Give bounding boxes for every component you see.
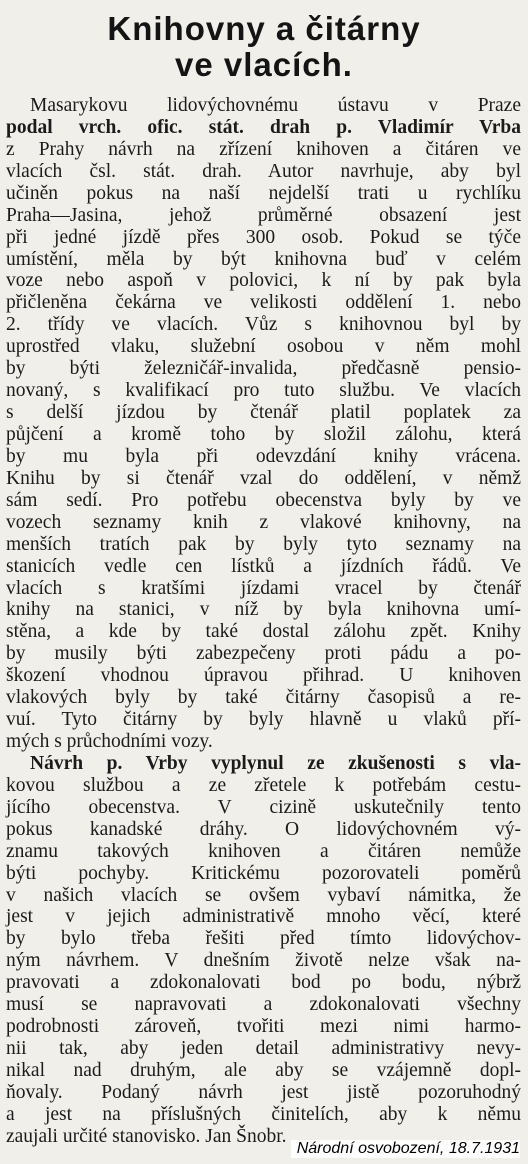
article-line: musí se napravovati a zdokonalovati všechny [6,994,521,1016]
article-line: Masarykovu lidovýchovnému ústavu v Praze [30,95,521,116]
article-line: pokus kanadské dráhy. O lidovýchovném vý- [6,818,521,840]
article-line: Knihu by si čtenář vzal do oddělení, v němž [6,467,521,489]
article-line: nikal nad druhým, ale aby se vzájemně dopl- [6,1059,521,1081]
article-line: by býti železničář-invalida, předčasně pensio- [6,358,521,380]
article-line: v našich vlacích se ovšem vybaví námitka, že [6,884,521,906]
article-line: vlakových byly by také čitárny časopisů a re- [6,687,521,709]
article-line: ňovaly. Podaný návrh jest jistě pozoruhodný [6,1081,521,1103]
article-line: učiněn pokus na naší nejdelší trati u rychlíku [6,182,521,204]
article-line: podal vrch. ofic. stát. drah p. Vladimír Vrba [6,116,521,138]
article-line: menších tratích pak by byly tyto seznamy na [6,533,521,555]
article-line: sám sedí. Pro potřebu obecenstva byly by ve [6,489,521,511]
article-line: půjčení a kromě toho by složil zálohu, která [6,423,521,445]
headline-line-2: ve vlacích. [175,46,353,83]
article-line: 2. třídy ve vlacích. Vůz s knihovnou byl by [6,314,521,336]
article-line: při jedné jízdě přes 300 osob. Pokud se týče [6,226,521,248]
article-line: ným návrhem. V dnešním životě nelze však na- [6,950,521,972]
article-line: vlacích s kratšími jízdami vracel by čtenář [6,577,521,599]
article-line: knihy na stanici, v níž by byla knihovna umí- [6,599,521,621]
article-line: z Prahy návrh na zřízení knihoven a čitáren ve [6,138,521,160]
article-line: vuí. Tyto čitárny by byly hlavně u vlaků pří- [6,709,521,730]
article-line: s delší jízdou by čtenář platil poplatek za [6,402,521,423]
article-line: nii tak, aby jeden detail administrativy nevy- [6,1038,521,1059]
source-caption: Národní osvobození, 18.7.1931 [291,1140,520,1158]
article-line: pravovati a zdokonalovati bod po bodu, nýbrž [6,972,521,994]
article-line: voze nebo aspoň v polovici, k ní by pak byla [6,270,521,292]
article-line: vlacích čsl. stát. drah. Autor navrhuje, aby byl [6,160,521,182]
article-line: kovou službou a ze zřetele k potřebám cestu- [6,774,521,796]
article-line: by musily býti zabezpečeny proti pádu a po- [6,643,521,665]
article-line: by mu byla při odevzdání knihy vrácena. [6,445,521,467]
article-line: novaný, s kvalifikací pro tuto službu. Ve vlacích [6,380,521,402]
article-line: by bylo třeba řešiti před tímto lidovýchov- [6,928,521,950]
article-line: škození vhodnou úpravou přihrad. U knihoven [6,665,521,687]
article-line: znamu takových knihoven a čitáren nemůže [6,840,521,862]
article-line: a jest na příslušných činitelích, aby k němu [6,1103,521,1125]
article-line: umístění, měla by být knihovna buď v celém [6,248,521,270]
article-line: uprostřed vlaku, služební osobou v něm mohl [6,336,521,358]
article-line: zaujali určité stanovisko. Jan Šnobr. [6,1125,287,1147]
article-line: Praha—Jasina, jehož průměrné obsazení jest [6,204,521,226]
article-line: stěna, a kde by také dostal zálohu zpět. Knihy [6,621,521,643]
article-line: podrobnosti zároveň, tvořiti mezi nimi harmo- [6,1016,521,1038]
article-line: mých s průchodními vozy. [6,731,213,752]
article-line: přičleněna čekárna ve velikosti oddělení 1. nebo [6,292,521,314]
article-line: Návrh p. Vrby vyplynul ze zkušenosti s vla- [30,752,521,774]
article-line: jest v jejich administrativě mnoho věcí, které [6,906,521,928]
article-line: býti pochyby. Kritickému pozorovateli poměrů [6,862,521,884]
article-line: stanicích vedle cen lístků a jízdních řádů. Ve [6,555,521,577]
article-line: jícího obecenstva. V cizině uskutečnily tento [6,796,521,818]
article-line: vozech seznamy knih z vlakové knihovny, na [6,511,521,533]
headline-line-1: Knihovny a čitárny [107,10,421,47]
